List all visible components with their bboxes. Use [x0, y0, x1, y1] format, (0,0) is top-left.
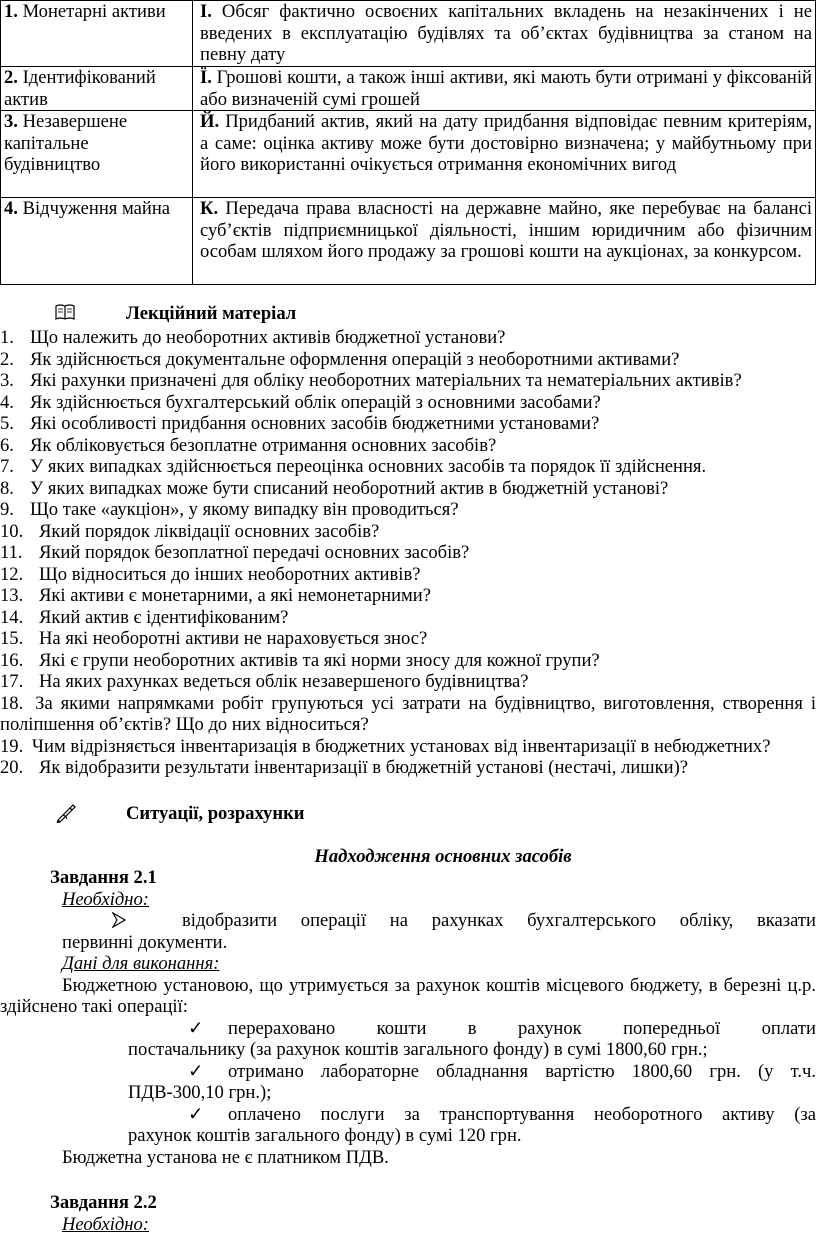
list-item: 9. Що таке «аукціон», у якому випадку він проводиться?: [0, 499, 816, 521]
definition-cell: Ї. Грошові кошти, а також інші активи, які мають бути отримані у фіксованій або визначеній сумі грошей: [193, 67, 816, 111]
situations-heading: [0, 803, 816, 825]
definition-cell: Й. Придбаний актив, який на дату придбання відповідає певним критеріям, а саме: оцінка активу може бути достовірно визначена; у майбутньому при його використанні очікується отримання економічних вигод: [193, 111, 816, 198]
operation-continuation: постачальнику (за рахунок коштів загального фонду) в сумі 1800,60 грн.;: [0, 1039, 816, 1061]
list-item: 14. Який актив є ідентифікованим?: [0, 607, 816, 629]
operation-item: ✓ перераховано кошти в рахунок попередньої оплати: [0, 1018, 816, 1040]
required-item: відобразити операції на рахунках бухгалтерського обліку, вказати: [0, 910, 816, 932]
list-item: 2. Як здійснюється документальне оформлення операцій з необоротними активами?: [0, 349, 816, 371]
list-item: 8. У яких випадках може бути списаний необоротний актив в бюджетній установі?: [0, 478, 816, 500]
table-row: [1, 198, 816, 285]
check-icon: ✓: [188, 1061, 228, 1083]
terms-table: [0, 0, 816, 285]
operation-continuation: рахунок коштів загального фонду) в сумі 120 грн.: [0, 1125, 816, 1147]
list-item: 15. На які необоротні активи не нараховується знос?: [0, 628, 816, 650]
lecture-title: Лекційний матеріал: [126, 303, 296, 325]
arrowhead-bullet-icon: [112, 910, 182, 932]
operation-item: ✓ отримано лабораторне обладнання вартістю 1800,60 грн. (у т.ч.: [0, 1061, 816, 1083]
list-item: 16. Які є групи необоротних активів та які норми зносу для кожної групи?: [0, 650, 816, 672]
list-item: 19. Чим відрізняється інвентаризація в бюджетних установах від інвентаризації в небюджетних?: [0, 736, 816, 758]
check-icon: ✓: [188, 1104, 228, 1126]
writing-hand-icon: [55, 803, 77, 829]
required-label: Необхідно:: [0, 889, 816, 911]
check-icon: ✓: [188, 1018, 228, 1040]
term-cell: 2. Ідентифікований актив: [1, 67, 193, 111]
task-intro: Бюджетною установою, що утримується за рахунок коштів місцевого бюджету, в березні ц.р. здійснено такі операції:: [0, 975, 816, 1018]
list-item: 20. Як відобразити результати інвентаризації в бюджетній установі (нестачі, лишки)?: [0, 757, 816, 779]
definition-cell: К. Передача права власності на державне майно, яке перебуває на балансі суб’єктів підприємницької діяльності, іншим юридичним або фізичним особам шляхом його продажу за грошові кошти на аукціонах, за конкурсом.: [193, 198, 816, 285]
table-row: [1, 1, 816, 67]
section-subtitle: Надходження основних засобів: [0, 846, 816, 868]
task-title: Завдання 2.2: [0, 1192, 816, 1214]
term-cell: 1. Монетарні активи: [1, 1, 193, 67]
list-item: 17. На яких рахунках ведеться облік незавершеного будівництва?: [0, 671, 816, 693]
table-row: [1, 111, 816, 198]
list-item: 11. Який порядок безоплатної передачі основних засобів?: [0, 542, 816, 564]
question-list: [0, 327, 816, 779]
list-item: 18. За якими напрямками робіт групуються усі затрати на будівництво, виготовлення, створення і поліпшення об’єктів? Що до них відноситься?: [0, 693, 816, 736]
data-label: Дані для виконання:: [0, 953, 816, 975]
table-row: [1, 67, 816, 111]
required-label: Необхідно:: [0, 1214, 816, 1235]
situations-title: Ситуації, розрахунки: [126, 803, 305, 825]
lecture-heading: [0, 303, 816, 325]
list-item: 13. Які активи є монетарними, а які немонетарними?: [0, 585, 816, 607]
task-title: Завдання 2.1: [0, 867, 816, 889]
operation-item: ✓ оплачено послуги за транспортування необоротного активу (за: [0, 1104, 816, 1126]
term-cell: 3. Незавершене капітальне будівництво: [1, 111, 193, 198]
spacer: [0, 1168, 816, 1192]
list-item: 5. Які особливості придбання основних засобів бюджетними установами?: [0, 413, 816, 435]
task-note: Бюджетна установа не є платником ПДВ.: [0, 1147, 816, 1169]
term-cell: 4. Відчуження майна: [1, 198, 193, 285]
definition-cell: І. Обсяг фактично освоєних капітальних вкладень на незакінчених і не введених в експлуатацію будівлях та об’єктах будівництва за станом на певну дату: [193, 1, 816, 67]
list-item: 10. Який порядок ліквідації основних засобів?: [0, 521, 816, 543]
list-item: 12. Що відноситься до інших необоротних активів?: [0, 564, 816, 586]
operation-continuation: ПДВ-300,10 грн.);: [0, 1082, 816, 1104]
book-icon: [55, 303, 75, 327]
list-item: 4. Як здійснюється бухгалтерський облік операцій з основними засобами?: [0, 392, 816, 414]
list-item: 7. У яких випадках здійснюється переоцінка основних засобів та порядок її здійснення.: [0, 456, 816, 478]
list-item: 3. Які рахунки призначені для обліку необоротних матеріальних та нематеріальних активів?: [0, 370, 816, 392]
list-item: 6. Як обліковується безоплатне отримання основних засобів?: [0, 435, 816, 457]
list-item: 1. Що належить до необоротних активів бюджетної установи?: [0, 327, 816, 349]
required-item-continuation: первинні документи.: [0, 932, 816, 954]
